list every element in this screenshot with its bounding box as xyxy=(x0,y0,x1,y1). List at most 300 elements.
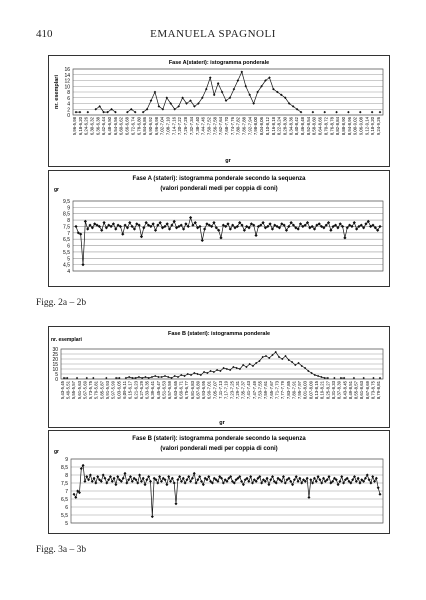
data-point xyxy=(158,475,161,478)
chart-fase-b-sequenza xyxy=(48,430,390,534)
data-point xyxy=(103,477,106,480)
x-tick-label: 6,60-6,62 xyxy=(118,117,124,136)
y-tick-label: 25 xyxy=(52,352,58,358)
x-tick-label: 6,33-6,35 xyxy=(144,381,150,400)
data-point xyxy=(300,482,303,485)
data-point xyxy=(271,475,274,478)
data-point xyxy=(196,478,199,481)
x-tick-label: 8,04-8,06 xyxy=(259,117,265,136)
data-point xyxy=(182,477,185,480)
y-tick-label: 8,5 xyxy=(63,211,70,218)
data-point xyxy=(313,477,316,480)
data-point xyxy=(131,480,134,483)
data-point xyxy=(142,477,145,480)
data-point xyxy=(187,475,190,478)
x-tick-label: 5,55-5,57 xyxy=(71,381,77,400)
data-point xyxy=(240,480,243,483)
y-tick-label: 5,5 xyxy=(63,249,70,256)
data-point xyxy=(175,502,178,505)
x-tick-label: 6,45-6,47 xyxy=(155,381,161,400)
x-tick-label: 6,27-6,29 xyxy=(138,381,144,400)
data-point xyxy=(229,227,232,230)
data-point xyxy=(74,496,77,499)
x-tick-label: 9,12-9,14 xyxy=(364,117,370,136)
x-tick-label: 8,16-8,18 xyxy=(270,117,276,136)
x-tick-label: 7,29-7,31 xyxy=(234,381,240,400)
data-point xyxy=(113,477,116,480)
data-point xyxy=(371,111,374,114)
x-tick-label: 8,88-8,90 xyxy=(340,117,346,136)
data-point xyxy=(129,475,132,478)
data-point xyxy=(96,475,99,478)
data-point xyxy=(241,71,244,74)
data-point xyxy=(182,227,185,230)
data-point xyxy=(127,478,130,481)
y-tick-label: 7 xyxy=(67,230,70,237)
data-point xyxy=(322,477,325,480)
y-tick-label: 6,5 xyxy=(61,497,68,503)
x-tick-label: 8,34-8,36 xyxy=(288,117,294,136)
data-point xyxy=(138,376,140,378)
data-point xyxy=(355,480,358,483)
data-point xyxy=(136,482,139,485)
data-point xyxy=(309,478,312,481)
x-tick-label: 7,02-7,04 xyxy=(159,116,165,136)
x-tick-label: 7,08-7,10 xyxy=(165,116,171,136)
data-point xyxy=(80,467,83,470)
x-tick-label: 7,32-7,34 xyxy=(188,117,194,136)
data-point xyxy=(150,99,153,102)
data-point xyxy=(318,478,321,481)
caption-figg-2: Figg. 2a – 2b xyxy=(36,298,87,308)
data-point xyxy=(87,478,90,481)
x-tick-label: 5,97-5,99 xyxy=(110,381,116,400)
x-tick-label: 6,24-6,26 xyxy=(83,117,89,136)
y-tick-label: 4 xyxy=(67,269,70,275)
x-tick-label: 6,39-6,41 xyxy=(150,381,156,400)
data-point xyxy=(140,480,143,483)
data-point xyxy=(358,482,361,485)
data-point xyxy=(145,478,148,481)
y-tick-label: 6 xyxy=(67,95,70,102)
data-point xyxy=(247,480,250,483)
chart-title: Fase A (stateri): istogramma ponderale secondo la sequenza xyxy=(132,176,306,182)
data-point xyxy=(151,515,154,518)
data-point xyxy=(178,475,181,478)
data-point xyxy=(144,483,147,486)
y-axis-label: gr xyxy=(54,449,59,455)
chart-title: Fase B (stateri): istogramma ponderale secondo la sequenza xyxy=(132,436,306,442)
x-tick-label: 7,35-7,37 xyxy=(240,381,246,400)
data-point xyxy=(167,376,169,378)
x-tick-label: 8,61-8,63 xyxy=(359,381,365,400)
data-point xyxy=(366,474,369,477)
y-tick-label: 30 xyxy=(52,347,58,353)
data-point xyxy=(312,111,315,114)
data-point xyxy=(337,483,340,486)
x-tick-label: 6,72-6,74 xyxy=(130,117,136,136)
data-point xyxy=(254,234,257,237)
y-tick-label: 14 xyxy=(64,72,70,79)
data-point xyxy=(154,91,157,94)
x-tick-label: 8,22-8,24 xyxy=(276,117,282,136)
plot-area xyxy=(73,201,383,271)
data-point xyxy=(173,482,176,485)
data-point xyxy=(125,482,128,485)
x-tick-label: 8,70-8,72 xyxy=(323,117,329,136)
x-tick-label: 8,13-8,15 xyxy=(314,381,320,400)
data-point xyxy=(75,111,78,114)
data-point xyxy=(200,480,203,483)
data-point xyxy=(284,482,287,485)
data-point xyxy=(176,478,179,481)
y-tick-label: 0 xyxy=(67,113,70,119)
data-point xyxy=(320,376,322,378)
x-tick-label: 5,43-5,45 xyxy=(59,381,65,400)
data-point xyxy=(311,482,314,485)
y-tick-label: 20 xyxy=(52,357,58,363)
x-tick-label: 7,95-7,97 xyxy=(297,381,303,400)
data-point xyxy=(87,111,90,114)
data-point xyxy=(251,482,254,485)
data-point xyxy=(93,477,96,480)
x-tick-label: 7,20-7,22 xyxy=(177,117,183,136)
x-tick-label: 7,65-7,67 xyxy=(268,381,274,400)
data-point xyxy=(209,76,212,79)
data-point xyxy=(105,482,108,485)
x-tick-label: 6,03-6,05 xyxy=(116,381,122,400)
y-tick-label: 6 xyxy=(65,505,68,511)
x-tick-label: 8,55-8,57 xyxy=(353,381,359,400)
y-tick-label: 9 xyxy=(65,457,68,463)
data-point xyxy=(156,482,159,485)
x-tick-label: 8,73-8,75 xyxy=(370,381,376,400)
x-tick-label: 7,41-7,43 xyxy=(246,381,252,400)
data-point xyxy=(167,475,170,478)
x-tick-label: 7,05-7,07 xyxy=(212,381,218,400)
data-point xyxy=(267,483,270,486)
data-point xyxy=(335,111,338,114)
x-tick-label: 7,26-7,28 xyxy=(183,117,189,136)
x-axis-label: gr xyxy=(219,420,225,426)
y-axis-label: gr xyxy=(54,187,59,193)
x-tick-label: 7,11-7,13 xyxy=(218,381,223,399)
y-tick-label: 10 xyxy=(52,367,58,373)
data-point xyxy=(317,475,320,478)
data-point xyxy=(168,227,171,230)
data-point xyxy=(191,477,194,480)
data-point xyxy=(83,480,86,483)
chart-title: Fase B (stateri): istogramma ponderale xyxy=(167,331,271,337)
data-point xyxy=(82,464,85,467)
x-tick-label: 8,10-8,12 xyxy=(264,117,270,136)
chart-svg-b1 xyxy=(49,327,389,427)
y-tick-label: 15 xyxy=(52,362,58,368)
y-tick-label: 4,5 xyxy=(63,262,70,269)
x-tick-label: 6,81-6,83 xyxy=(189,381,195,400)
data-point xyxy=(107,478,110,481)
data-point xyxy=(205,88,208,91)
data-point xyxy=(307,496,310,499)
data-point xyxy=(86,227,89,230)
data-point xyxy=(373,480,376,483)
x-tick-label: 9,24-9,26 xyxy=(376,117,382,136)
data-point xyxy=(79,111,82,114)
chart-title: Fase A(stateri): istogramma ponderale xyxy=(168,60,270,66)
y-tick-label: 6,5 xyxy=(63,237,70,244)
y-tick-label: 8 xyxy=(67,218,70,225)
data-point xyxy=(128,221,131,224)
x-tick-label: 5,73-5,75 xyxy=(88,381,94,400)
x-tick-label: 8,64-8,66 xyxy=(317,117,323,136)
data-point xyxy=(154,375,156,377)
x-tick-label: 7,14-7,16 xyxy=(171,117,177,136)
x-tick-label: 6,87-6,89 xyxy=(195,381,201,400)
data-point xyxy=(203,227,206,230)
x-tick-label: 6,48-6,50 xyxy=(107,117,113,136)
y-tick-label: 16 xyxy=(64,67,70,73)
data-point xyxy=(116,475,119,478)
chart-fase-a-sequenza xyxy=(48,170,390,287)
x-tick-label: 6,93-6,95 xyxy=(201,381,207,400)
y-tick-label: 12 xyxy=(64,78,70,85)
x-tick-label: 7,17-7,19 xyxy=(223,381,229,400)
y-tick-label: 5 xyxy=(55,372,58,378)
data-point xyxy=(111,480,114,483)
data-point xyxy=(306,477,309,480)
data-point xyxy=(379,111,382,114)
chart-svg-a2 xyxy=(49,171,389,286)
x-tick-label: 5,91-5,93 xyxy=(105,381,111,400)
x-tick-label: 7,59-7,61 xyxy=(263,381,269,400)
x-tick-label: 7,80-7,82 xyxy=(235,117,241,136)
data-point xyxy=(73,493,76,496)
data-point xyxy=(282,475,285,478)
x-tick-label: 7,83-7,85 xyxy=(285,381,291,400)
y-tick-label: 2 xyxy=(67,107,70,114)
data-point xyxy=(369,482,372,485)
data-point xyxy=(347,111,350,114)
x-tick-label: 6,90-6,92 xyxy=(147,117,153,136)
x-tick-label: 9,18-9,20 xyxy=(370,117,376,136)
x-tick-label: 6,15-6,17 xyxy=(127,381,133,400)
data-point xyxy=(297,480,300,483)
data-point xyxy=(193,472,196,475)
x-tick-label: 5,61-5,63 xyxy=(76,381,82,400)
x-tick-label: 5,79-5,81 xyxy=(93,381,99,400)
data-point xyxy=(291,483,294,486)
x-tick-label: 6,66-6,68 xyxy=(124,117,130,136)
y-tick-label: 8,5 xyxy=(61,465,68,471)
x-tick-label: 8,28-8,30 xyxy=(282,117,288,136)
x-tick-label: 6,21-6,23 xyxy=(133,381,139,400)
data-point xyxy=(202,483,205,486)
x-tick-label: 8,58-8,60 xyxy=(311,117,317,136)
x-tick-label: 7,77-7,79 xyxy=(280,381,286,400)
page-number: 410 xyxy=(36,28,53,40)
y-tick-label: 7 xyxy=(65,489,68,495)
x-tick-label: 8,01-8,03 xyxy=(302,381,308,400)
data-point xyxy=(138,474,141,477)
y-tick-label: 7,5 xyxy=(61,481,68,487)
data-point xyxy=(122,477,125,480)
data-point xyxy=(287,225,290,228)
x-tick-label: 6,42-6,44 xyxy=(101,117,107,136)
x-tick-label: 7,38-7,40 xyxy=(194,117,200,136)
x-tick-label: 8,43-8,45 xyxy=(342,381,348,400)
x-tick-label: 6,75-6,77 xyxy=(184,381,190,400)
data-point xyxy=(189,480,192,483)
data-point xyxy=(248,94,251,97)
data-point xyxy=(252,102,255,105)
x-tick-label: 6,18-6,20 xyxy=(77,117,83,136)
x-tick-label: 7,68-7,70 xyxy=(224,117,229,136)
data-point xyxy=(342,482,345,485)
y-tick-label: 5 xyxy=(65,521,68,527)
x-tick-label: 8,52-8,54 xyxy=(305,117,311,136)
chart-subtitle: (valori ponderali medi per coppia di coni) xyxy=(160,186,278,192)
x-tick-label: 7,53-7,55 xyxy=(257,381,263,400)
x-tick-label: 7,44-7,46 xyxy=(200,117,206,136)
x-tick-label: 8,40-8,42 xyxy=(294,116,300,136)
y-tick-label: 9 xyxy=(67,205,70,212)
chart-subtitle: (valori ponderali medi per coppia di coni) xyxy=(160,446,278,452)
data-point xyxy=(114,227,117,230)
data-point xyxy=(320,482,323,485)
data-point xyxy=(375,477,378,480)
data-point xyxy=(368,478,371,481)
data-point xyxy=(226,368,228,370)
y-axis-label: nr. esemplari xyxy=(51,337,82,343)
data-point xyxy=(94,482,97,485)
x-tick-label: 7,62-7,64 xyxy=(218,117,224,136)
data-point xyxy=(164,375,166,377)
data-point xyxy=(351,478,354,481)
x-tick-label: 7,92-7,94 xyxy=(247,117,253,136)
x-tick-label: 6,54-6,56 xyxy=(112,117,118,136)
data-point xyxy=(244,85,247,88)
data-point xyxy=(74,225,77,228)
data-point xyxy=(357,477,360,480)
data-point xyxy=(207,475,210,478)
data-point xyxy=(180,480,183,483)
chart-svg-a1 xyxy=(49,56,389,166)
y-axis-label: nr. esemplari xyxy=(54,75,60,109)
x-tick-label: 5,67-5,69 xyxy=(82,381,88,400)
x-tick-label: 7,23-7,25 xyxy=(229,381,235,400)
data-point xyxy=(124,472,127,475)
y-tick-label: 8 xyxy=(67,90,70,96)
x-tick-label: 7,71-7,73 xyxy=(274,381,280,400)
x-tick-label: 6,57-6,59 xyxy=(167,381,173,400)
x-tick-label: 6,51-6,53 xyxy=(161,381,167,400)
data-point xyxy=(359,111,362,114)
y-tick-label: 5,5 xyxy=(61,513,68,519)
data-point xyxy=(237,79,240,82)
x-tick-label: 6,30-6,32 xyxy=(89,117,95,136)
data-point xyxy=(323,111,326,114)
x-tick-label: 8,37-8,39 xyxy=(336,381,342,400)
data-point xyxy=(189,216,192,219)
data-point xyxy=(329,229,332,232)
x-tick-label: 8,76-8,78 xyxy=(329,117,335,136)
data-point xyxy=(161,376,163,378)
x-tick-label: 7,89-7,91 xyxy=(291,381,297,400)
data-point xyxy=(293,478,296,481)
data-point xyxy=(171,477,174,480)
data-point xyxy=(109,475,112,478)
y-tick-label: 8 xyxy=(65,473,68,479)
data-point xyxy=(249,475,252,478)
x-tick-label: 7,47-7,49 xyxy=(251,381,257,400)
data-point xyxy=(217,82,220,85)
data-point xyxy=(379,493,382,496)
x-tick-label: 7,50-7,52 xyxy=(206,117,212,136)
data-point xyxy=(114,483,117,486)
data-point xyxy=(185,478,188,481)
data-point xyxy=(184,482,187,485)
data-point xyxy=(160,480,163,483)
x-tick-label: 8,49-8,51 xyxy=(347,381,353,400)
data-point xyxy=(157,376,159,378)
x-tick-label: 5,85-5,87 xyxy=(99,381,105,400)
data-point xyxy=(195,482,198,485)
data-point xyxy=(243,229,246,232)
y-tick-label: 5 xyxy=(67,256,70,263)
y-tick-label: 0 xyxy=(55,377,58,383)
running-header xyxy=(0,28,426,42)
x-tick-label: 9,00-9,02 xyxy=(352,117,358,136)
data-point xyxy=(140,235,143,238)
data-point xyxy=(198,475,201,478)
data-point xyxy=(212,221,215,224)
data-point xyxy=(260,482,263,485)
data-point xyxy=(364,477,367,480)
data-point xyxy=(85,475,88,478)
data-point xyxy=(222,482,225,485)
data-point xyxy=(89,474,92,477)
data-point xyxy=(315,480,318,483)
x-tick-label: 5,96-5,98 xyxy=(71,117,77,136)
data-point xyxy=(165,483,168,486)
data-point xyxy=(149,480,152,483)
x-tick-label: 8,19-8,21 xyxy=(319,381,325,400)
x-tick-label: 6,63-6,65 xyxy=(172,381,178,400)
x-tick-label: 8,31-8,33 xyxy=(330,381,336,400)
data-point xyxy=(285,229,288,232)
data-point xyxy=(213,94,216,97)
x-tick-label: 6,78-6,80 xyxy=(136,117,142,136)
x-tick-label: 8,94-8,96 xyxy=(346,117,352,136)
data-point xyxy=(289,480,292,483)
data-point xyxy=(196,373,198,375)
data-point xyxy=(295,475,298,478)
x-tick-label: 6,99-7,01 xyxy=(206,381,212,400)
x-tick-label: 8,07-8,09 xyxy=(308,381,314,400)
data-point xyxy=(91,480,94,483)
data-point xyxy=(144,376,146,378)
caption-figg-3: Figg. 3a – 3b xyxy=(36,545,87,555)
data-point xyxy=(377,486,380,489)
x-tick-label: 9,06-9,08 xyxy=(358,117,364,136)
data-point xyxy=(100,229,103,232)
data-point xyxy=(147,475,150,478)
y-tick-label: 4 xyxy=(67,101,70,108)
x-tick-label: 8,25-8,27 xyxy=(325,381,331,400)
x-tick-label: 8,67-8,69 xyxy=(364,381,370,400)
data-point xyxy=(317,375,319,377)
x-tick-label: 8,82-8,84 xyxy=(335,117,341,136)
